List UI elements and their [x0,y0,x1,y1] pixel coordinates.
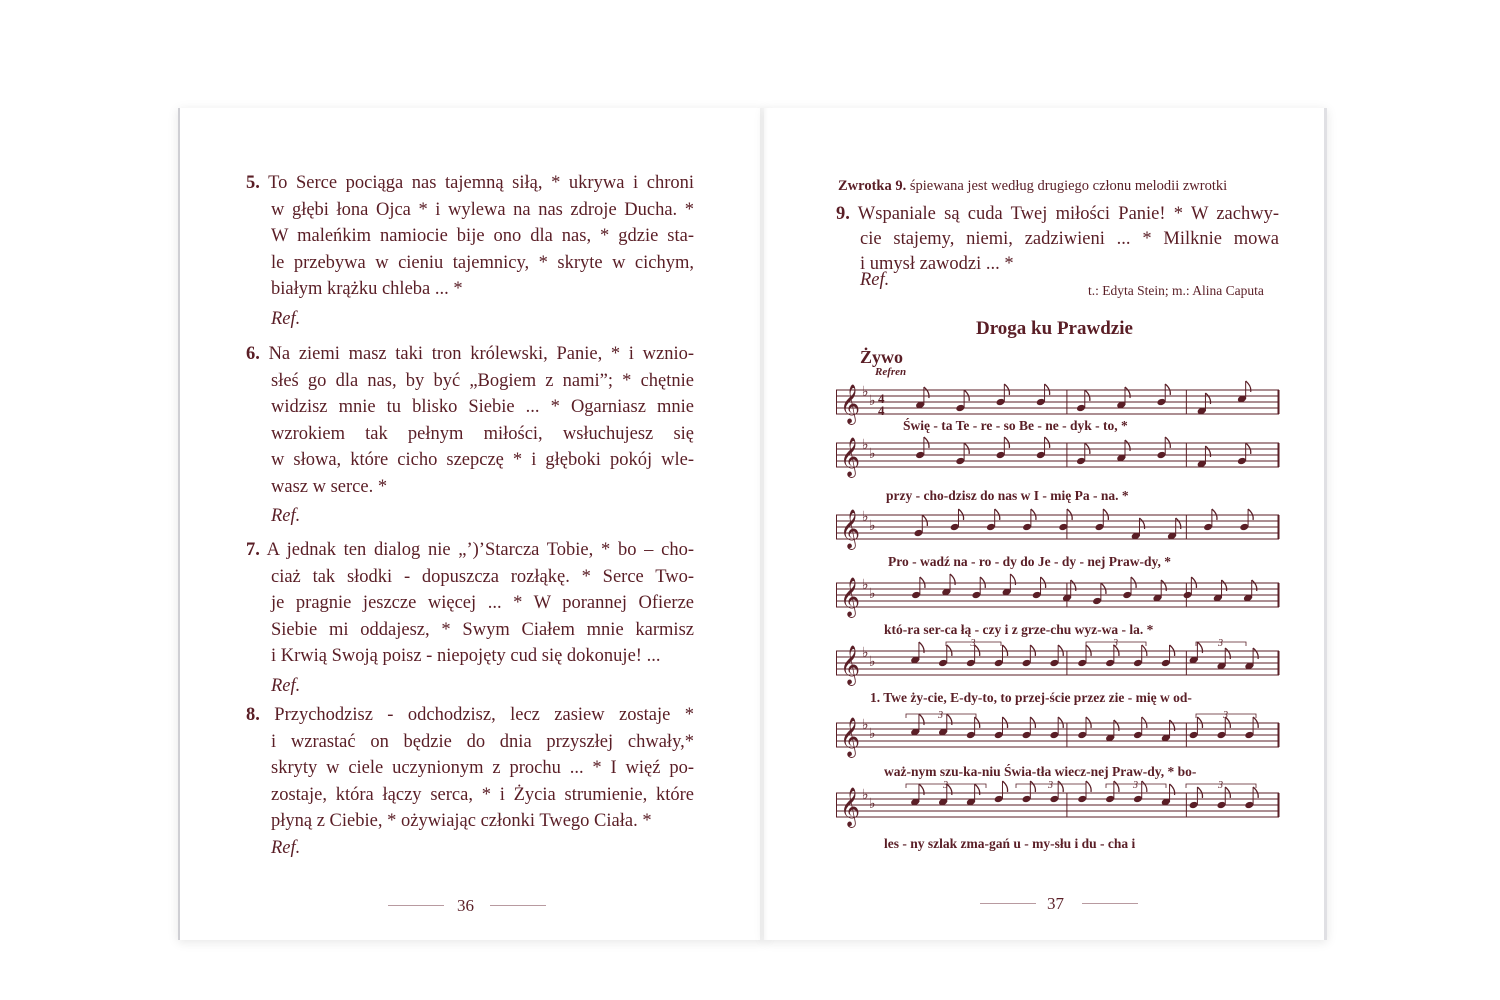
treble-clef-icon: 𝄞 [840,717,861,757]
flat-icon: ♭ [862,577,869,593]
lyric-line: Świę - ta Te - re - so Be - ne - dyk - to, * [903,418,1128,433]
stanza-line: W maleńkim namiocie bije ono dla nas, * gdzie sta- [271,226,694,246]
lyric-line: 1. Twe ży-cie, E-dy-to, to przej-ście przez zie - mię w od- [870,690,1192,705]
book-gutter [760,108,768,940]
flat-icon: ♭ [862,509,869,525]
flat-icon: ♭ [869,446,876,462]
refrain-marker: Ref. [271,837,301,858]
stanza-line: Na ziemi masz taki tron królewski, Panie, * i wznio- [268,344,694,364]
folio-rule-left [388,905,444,906]
stanza-line: A jednak ten dialog nie „’)’Starcza Tobie, * bo – cho- [266,540,694,560]
staff-notation [836,384,1279,424]
stanza-line: Siebie mi oddajesz, * Swym Ciałem mnie karmisz [271,619,694,640]
stanza-line: zostaje, która łączy serca, * i Życia strumienie, które [271,784,694,805]
stanza-line: i Krwią Swoją poisz - niepojęty cud się dokonuje! ... [271,646,661,666]
stanza-note: Zwrotka 9. śpiewana jest według drugiego członu melodii zwrotki [838,178,1228,194]
refrain-marker: Ref. [271,308,301,329]
page-number-right: 37 [1047,894,1064,913]
refrain-marker: Ref. [860,270,890,290]
treble-clef-icon: 𝄞 [840,787,861,827]
staff-notation [836,437,1279,477]
staff-notation [836,710,1279,757]
stanza-number: 7. [246,540,260,560]
music-staff [836,384,1279,424]
staff-notation [836,577,1279,617]
time-signature: 4 [878,403,885,418]
stanza-number: 9. [836,204,850,224]
lyric-line: les - ny szlak zma-gań u - my-słu i du - cha i [884,836,1136,851]
lyric-line: któ-ra ser-ca łą - czy i z grze-chu wyz-wa - la. * [884,622,1154,637]
flat-icon: ♭ [869,586,876,602]
song-title: Droga ku Prawdzie [976,318,1133,339]
staff-notation [836,780,1279,827]
flat-icon: ♭ [862,437,869,453]
flat-icon: ♭ [869,393,876,409]
stanza-line: Wspaniale są cuda Twej miłości Panie! * W zachwy- [857,204,1279,224]
stanza-7 [246,537,694,699]
stanza-6 [246,341,694,530]
stanza-line: płyną z Ciebie, * ożywiając członki Twego Ciała. * [271,811,652,831]
music-staff [836,577,1279,617]
flat-icon: ♭ [862,645,869,661]
stanza-line: w słowa, które cicho szepczę * i głęboki pokój wle- [271,450,694,470]
flat-icon: ♭ [862,717,869,733]
folio-rule-left [980,903,1036,904]
triplet-mark: 3 [1113,638,1118,649]
flat-icon: ♭ [869,518,876,534]
stanza-line: Przychodzisz - odchodzisz, lecz zasiew zostaje * [274,705,694,725]
flat-icon: ♭ [869,654,876,670]
flat-icon: ♭ [869,726,876,742]
triplet-mark: 3 [1218,638,1223,649]
song-credit: t.: Edyta Stein; m.: Alina Caputa [1088,283,1264,298]
stanza-line: białym krążku chleba ... * [271,279,463,299]
treble-clef-icon: 𝄞 [840,577,861,617]
stanza-line: wasz w serce. * [271,476,388,497]
stanza-8 [246,702,694,861]
treble-clef-icon: 𝄞 [840,384,861,424]
stanza-line: wzrokiem tak pełnym miłości, wsłuchujesz się [271,423,694,444]
stanza-line: je pragnie jeszcze więcej ... * W porannej Ofierze [271,593,694,613]
stanza-number: 8. [246,705,260,725]
time-signature: 4 [878,391,885,406]
triplet-mark: 3 [1218,780,1223,791]
stanza-line: ciaż tak słodki - dopuszcza rozłąkę. * Serce Two- [271,566,694,587]
music-staff [836,509,1279,549]
stanza-line: le przebywa w cieniu tajemnicy, * skryte w cichym, [271,252,694,273]
triplet-mark: 3 [1048,780,1053,791]
lyric-line: Pro - wadź na - ro - dy do Je - dy - nej Praw-dy, * [888,554,1171,569]
triplet-mark: 3 [938,710,943,721]
lyric-line: przy - cho-dzisz do nas w I - mię Pa - na. * [886,488,1129,503]
stanza-line: widzisz mnie tu blisko Siebie ... * Ogarniasz mnie [271,397,694,417]
lyric-line: waż-nym szu-ka-niu Świa-tła wiecz-nej Praw-dy, * bo- [884,764,1197,779]
music-staff [836,638,1279,685]
music-staff [836,437,1279,477]
stanza-5 [246,170,694,332]
folio-rule-right [1082,903,1138,904]
folio-rule-right [490,905,546,906]
page-number-left: 36 [457,896,474,915]
treble-clef-icon: 𝄞 [840,437,861,477]
stanza-line: skryty w ciele uczynionym z prochu ... * I więź po- [271,758,694,778]
triplet-mark: 3 [1133,780,1138,791]
music-staff [836,780,1279,827]
stanza-line: To Serce pociąga nas tajemną siłą, * ukrywa i chroni [268,173,694,193]
stanza-line: słeś go dla nas, by być „Bogiem z nami”; * chętnie [271,370,694,391]
flat-icon: ♭ [862,787,869,803]
stanza-line: w głębi łona Ojca * i wylewa na nas zdroje Ducha. * [271,199,694,220]
triplet-mark: 3 [943,780,948,791]
refrain-label: Refren [875,366,907,378]
treble-clef-icon: 𝄞 [840,645,861,685]
staff-notation [836,509,1279,549]
stanza-line: i wzrastać on będzie do dnia przyszłej chwały,* [271,731,694,752]
refrain-marker: Ref. [271,675,301,696]
music-staff [836,710,1279,757]
staff-notation [836,638,1279,685]
triplet-mark: 3 [970,638,976,649]
stanza-number: 6. [246,344,260,364]
refrain-marker: Ref. [271,506,301,526]
stanza-line: i umysł zawodzi ... * [860,254,1014,274]
treble-clef-icon: 𝄞 [840,509,861,549]
flat-icon: ♭ [869,796,876,812]
stanza-line: cie stajemy, niemi, zadziwieni ... * Milknie mowa [860,229,1279,249]
triplet-mark: 3 [1223,710,1228,721]
stanza-number: 5. [246,173,260,193]
stanza-9 [836,202,1279,277]
tempo-marking: Żywo [860,347,904,367]
flat-icon: ♭ [862,384,869,400]
